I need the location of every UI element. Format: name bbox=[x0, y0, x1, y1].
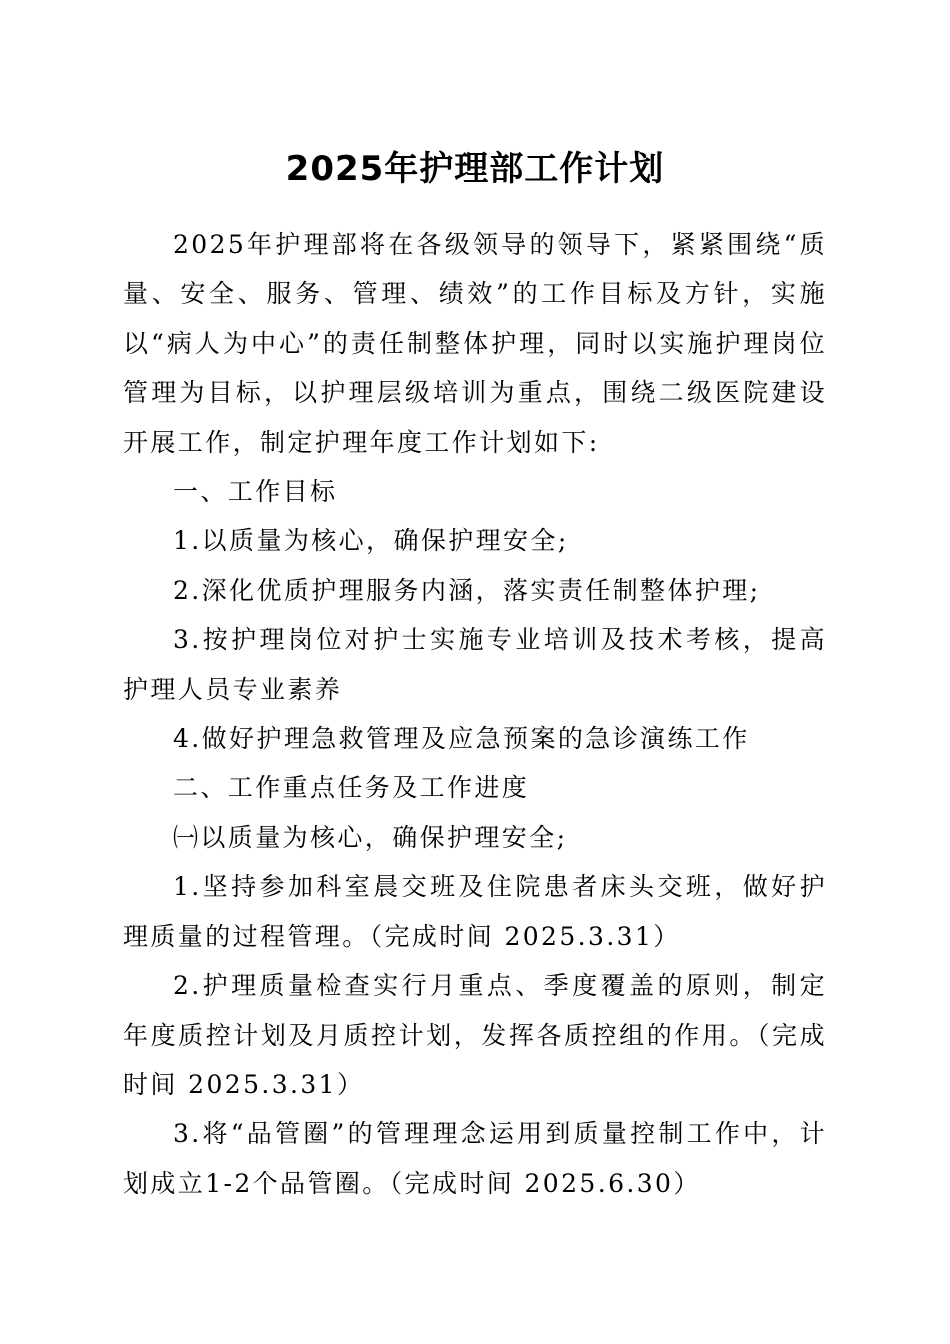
task-item-1: 1.坚持参加科室晨交班及住院患者床头交班，做好护理质量的过程管理。（完成时间 2025.3.31） bbox=[123, 872, 827, 951]
task-item-2: 2.护理质量检查实行月重点、季度覆盖的原则，制定年度质控计划及月质控计划，发挥各质控组的作用。（完成时间 2025.3.31） bbox=[123, 971, 827, 1099]
section-heading-goals: 一、工作目标 bbox=[173, 477, 338, 507]
goal-item-3: 3.按护理岗位对护士实施专业培训及技术考核，提高护理人员专业素养 bbox=[123, 625, 827, 704]
document-body bbox=[123, 220, 827, 1208]
goal-item-4: 4.做好护理急救管理及应急预案的急诊演练工作 bbox=[173, 724, 750, 754]
section-heading-tasks: 二、工作重点任务及工作进度 bbox=[173, 773, 530, 803]
paragraph-intro: 2025年护理部将在各级领导的领导下，紧紧围绕“质量、安全、服务、管理、绩效”的工作目标及方针，实施以“病人为中心”的责任制整体护理，同时以实施护理岗位管理为目标，以护理层级培训为重点，围绕二级医院建设开展工作，制定护理年度工作计划如下: bbox=[123, 230, 827, 457]
subsection-heading-quality: ㈠以质量为核心，确保护理安全; bbox=[173, 822, 568, 852]
goal-item-1: 1.以质量为核心，确保护理安全; bbox=[173, 526, 569, 556]
task-item-3: 3.将“品管圈”的管理理念运用到质量控制工作中，计划成立1-2个品管圈。（完成时间 2025.6.30） bbox=[123, 1119, 827, 1198]
goal-item-2: 2.深化优质护理服务内涵，落实责任制整体护理; bbox=[173, 575, 761, 605]
document-title: 2025年护理部工作计划 bbox=[285, 148, 665, 189]
